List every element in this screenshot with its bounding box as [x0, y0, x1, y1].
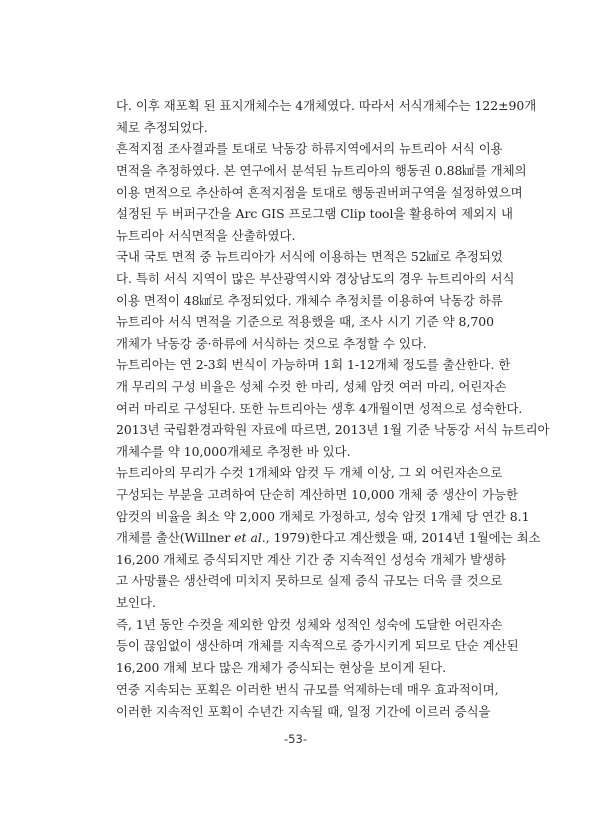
text-line: 16,200 개체 보다 많은 개체가 증식되는 현상을 보이게 된다. — [116, 660, 447, 675]
text-line: 설정된 두 버퍼구간을 Arc GIS 프로그램 Clip tool을 활용하여 제외지 내 — [116, 206, 514, 221]
text-line: 뉴트리아는 연 2-3회 번식이 가능하며 1회 1-12개체 정도를 출산한다. 한 — [116, 357, 511, 372]
text-line: 즉, 1년 동안 수컷을 제외한 암컷 성체와 성적인 성숙에 도달한 어린자손 — [116, 617, 503, 632]
text-line: 체로 추정되었다. — [116, 120, 208, 135]
text-line: 이용 면적으로 추산하여 흔적지점을 토대로 행동권버퍼구역을 설정하였으며 — [116, 185, 523, 200]
text-line: 구성되는 부분을 고려하여 단순히 계산하면 10,000 개체 중 생산이 가능한 — [116, 487, 518, 502]
text-line: 연중 지속되는 포획은 이러한 번식 규모를 억제하는데 매우 효과적이며, — [116, 682, 499, 697]
text-line: 여러 마리로 구성된다. 또한 뉴트리아는 생후 4개월이면 성적으로 성숙한다. — [116, 401, 523, 416]
text-line: 개체수를 약 10,000개체로 추정한 바 있다. — [116, 444, 351, 459]
text-line: 이용 면적이 48㎢로 추정되었다. 개체수 추정치를 이용하여 낙동강 하류 — [116, 293, 503, 308]
text-line: 고 사망률은 생산력에 미치지 못하므로 실제 증식 규모는 더욱 클 것으로 — [116, 573, 503, 588]
text-line: 16,200 개체로 증식되지만 계산 기간 중 지속적인 성성숙 개체가 발생하 — [116, 552, 507, 567]
text-line: 암컷의 비율을 최소 약 2,000 개체로 가정하고, 성숙 암컷 1개체 당 연간 8.1 — [116, 509, 530, 524]
text-line: 보인다. — [116, 595, 156, 610]
text-line: 국내 국토 면적 중 뉴트리아가 서식에 이용하는 면적은 52㎢로 추정되었 — [116, 249, 503, 264]
text-line: 개 무리의 구성 비율은 성체 수컷 한 마리, 성체 암컷 여러 마리, 어린자손 — [116, 379, 507, 394]
text-line: 흔적지점 조사결과를 토대로 낙동강 하류지역에서의 뉴트리아 서식 이용 — [116, 141, 503, 156]
text-line: 뉴트리아의 무리가 수컷 1개체와 암컷 두 개체 이상, 그 외 어린자손으로 — [116, 465, 503, 480]
page-number: -53- — [284, 732, 307, 746]
text-line: 개체를 출산(Willner et al., 1979)한다고 계산했을 때, 2014년 1월에는 최소 — [116, 530, 541, 545]
text-line: 면적을 추정하였다. 본 연구에서 분석된 뉴트리아의 행동권 0.88㎢를 개체의 — [116, 163, 527, 178]
text-line: 다. 특히 서식 지역이 많은 부산광역시와 경상남도의 경우 뉴트리아의 서식 — [116, 271, 515, 286]
text-line: 2013년 국립환경과학원 자료에 따르면, 2013년 1월 기준 낙동강 서식 뉴트리아 — [116, 422, 550, 437]
text-line: 다. 이후 재포획 된 표지개체수는 4개체였다. 따라서 서식개체수는 122±90개 — [116, 98, 537, 113]
text-line: 뉴트리아 서식 면적을 기준으로 적용했을 때, 조사 시기 기준 약 8,700 — [116, 314, 495, 329]
text-line: 뉴트리아 서식면적을 산출하였다. — [116, 228, 296, 243]
text-line: 등이 끊임없이 생산하며 개체를 지속적으로 증가시키게 되므로 단순 계산된 — [116, 638, 519, 653]
text-line: 이러한 지속적인 포획이 수년간 지속될 때, 일정 기간에 이르러 증식을 — [116, 704, 491, 719]
text-line: 개체가 낙동강 중·하류에 서식하는 것으로 추정할 수 있다. — [116, 336, 427, 351]
